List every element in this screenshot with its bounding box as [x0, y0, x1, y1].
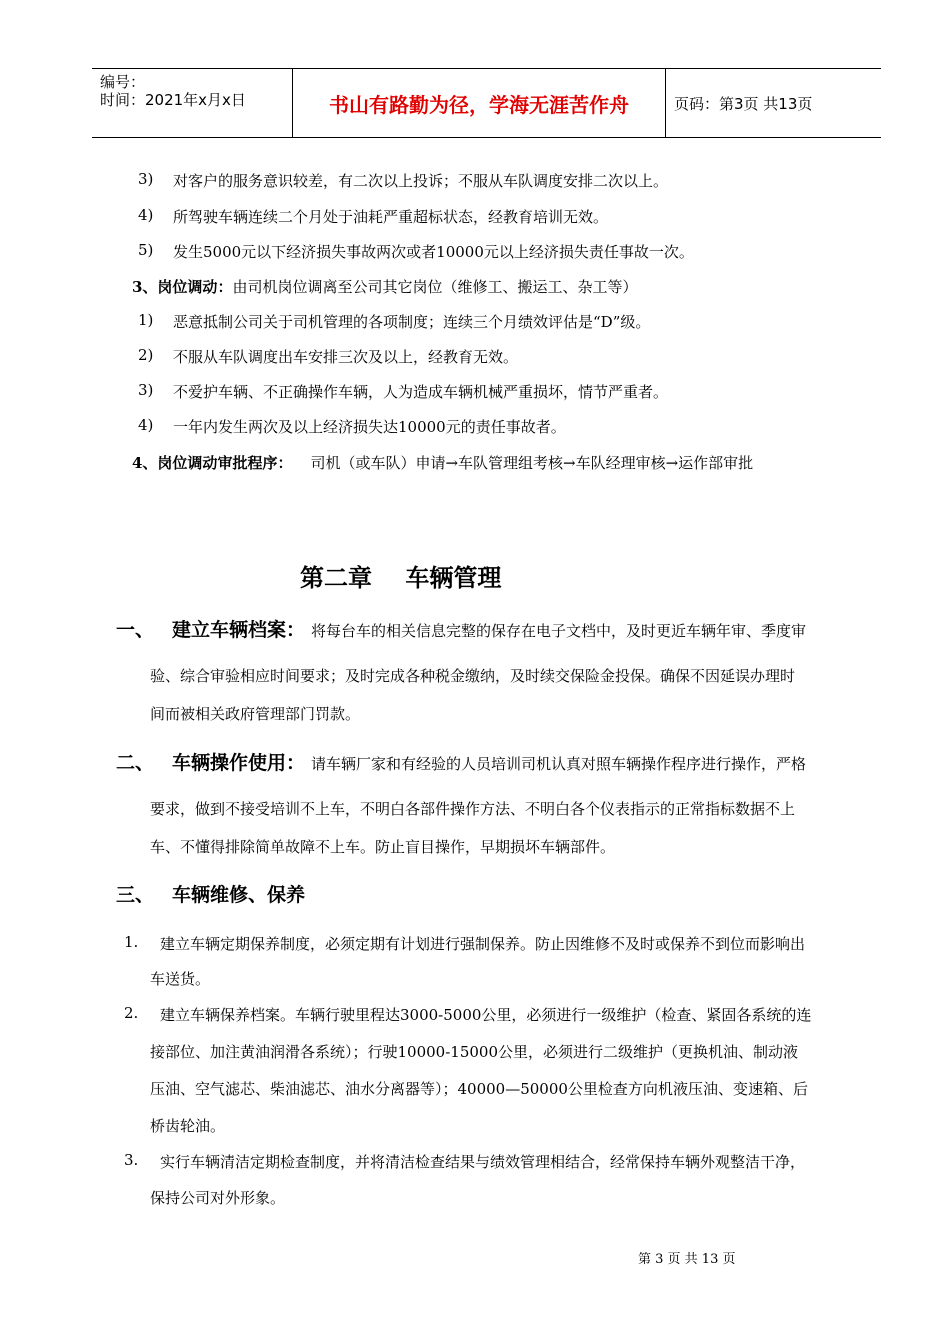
header-info	[100, 73, 290, 109]
part-2-line-3: 车、不懂得排除简单故障不上车。防止盲目操作，早期损坏车辆部件。	[150, 838, 616, 856]
numbered-item-line: 压油、空气滤芯、柴油滤芯、油水分离器等）；40000—50000公里检查方向机液压油、变速箱、后	[150, 1080, 808, 1098]
part-1-line-3: 间而被相关政府管理部门罚款。	[150, 705, 361, 723]
numbered-item-line: 车送货。	[150, 970, 211, 988]
numbered-item-line: 接部位、加注黄油润滑各系统）；行驶10000-15000公里，必须进行二级维护（更换机油、制动液	[150, 1043, 799, 1061]
list-item-text: 一年内发生两次及以上经济损失达10000元的责任事故者。	[173, 418, 566, 436]
part-1-title: 建立车辆档案：	[172, 619, 306, 641]
part-1-line-1: 将每台车的相关信息完整的保存在电子文档中，及时更近车辆年审、季度审	[311, 622, 807, 640]
chapter-title: 第二章 车辆管理	[300, 564, 502, 592]
part-1-heading	[116, 615, 806, 642]
header-page-label: 页码：第3页 共13页	[674, 94, 813, 113]
part-2-title: 车辆操作使用：	[172, 752, 306, 774]
list-item-number: 3)	[138, 381, 154, 399]
section-3-text: 由司机岗位调离至公司其它岗位（维修工、搬运工、杂工等）	[232, 278, 638, 296]
list-item-text: 对客户的服务意识较差，有二次以上投诉；不服从车队调度安排二次以上。	[173, 172, 669, 190]
numbered-item-line: 保持公司对外形象。	[150, 1189, 286, 1207]
list-item-number: 4)	[138, 416, 154, 434]
part-3-title: 车辆维修、保养	[172, 884, 306, 906]
part-1-number: 一、	[116, 619, 155, 641]
list-item-text: 恶意抵制公司关于司机管理的各项制度；连续三个月绩效评估是“D”级。	[173, 313, 651, 331]
numbered-item-line: 建立车辆保养档案。车辆行驶里程达3000-5000公里，必须进行一级维护（检查、紧固各系统的连	[160, 1006, 812, 1024]
time-label: 时间：2021年x月x日	[100, 91, 246, 109]
header-divider	[665, 69, 666, 137]
list-item-text: 所驾驶车辆连续二个月处于油耗严重超标状态，经教育培训无效。	[173, 208, 609, 226]
numbered-item-number: 3.	[124, 1151, 139, 1169]
list-item-number: 1)	[138, 311, 154, 329]
part-2-heading	[116, 748, 806, 775]
list-item-number: 2)	[138, 346, 154, 364]
numbered-item-number: 1.	[124, 933, 139, 951]
section-4-text: 司机（或车队）申请→车队管理组考核→车队经理审核→运作部审批	[310, 454, 754, 472]
numbered-item-line: 实行车辆清洁定期检查制度，并将清洁检查结果与绩效管理相结合，经常保持车辆外观整洁干净，	[160, 1153, 806, 1171]
part-1-line-2: 验、综合审验相应时间要求；及时完成各种税金缴纳，及时续交保险金投保。确保不因延误办理时	[150, 667, 796, 685]
page-footer: 第 3 页 共 13 页	[638, 1252, 736, 1267]
number-label: 编号：	[100, 73, 146, 91]
list-item-number: 5)	[138, 241, 154, 259]
header-motto: 书山有路勤为径，学海无涯苦作舟	[329, 92, 629, 117]
part-3-heading	[116, 880, 305, 907]
part-3-number: 三、	[116, 884, 155, 906]
part-2-line-2: 要求，做到不接受培训不上车，不明白各部件操作方法、不明白各个仪表指示的正常指标数据不上	[150, 800, 796, 818]
numbered-item-number: 2.	[124, 1004, 139, 1022]
list-item-number: 3)	[138, 170, 154, 188]
part-2-line-1: 请车辆厂家和有经验的人员培训司机认真对照车辆操作程序进行操作，严格	[311, 755, 807, 773]
section-4	[132, 452, 753, 473]
list-item-text: 不爱护车辆、不正确操作车辆，人为造成车辆机械严重损坏，情节严重者。	[173, 383, 669, 401]
numbered-item-line: 建立车辆定期保养制度，必须定期有计划进行强制保养。防止因维修不及时或保养不到位而影响出	[160, 935, 806, 953]
section-3	[132, 276, 637, 297]
section-3-title: 3、岗位调动：	[132, 278, 233, 296]
list-item-text: 发生5000元以下经济损失事故两次或者10000元以上经济损失责任事故一次。	[173, 243, 694, 261]
part-2-number: 二、	[116, 752, 155, 774]
section-4-title: 4、岗位调动审批程序：	[132, 454, 293, 472]
list-item-text: 不服从车队调度出车安排三次及以上，经教育无效。	[173, 348, 519, 366]
numbered-item-line: 桥齿轮油。	[150, 1117, 226, 1135]
page-header	[92, 68, 881, 138]
list-item-number: 4)	[138, 206, 154, 224]
